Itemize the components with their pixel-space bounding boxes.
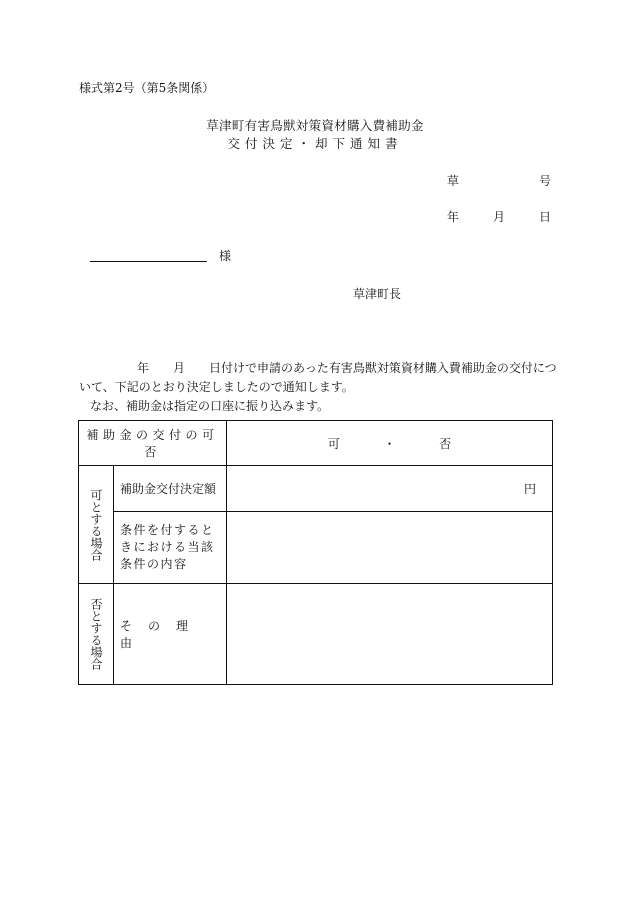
addressee-blank-line[interactable] [90, 261, 207, 262]
conditions-label-cell [114, 512, 227, 584]
date-month-label: 月 [493, 210, 506, 224]
approval-header-label: 補助金の交付の可否 [86, 428, 219, 459]
approve-group-label: 可とする場合 [89, 488, 103, 561]
body-line-1 [79, 362, 557, 374]
approve-option[interactable]: 可 [327, 436, 340, 451]
body-line-2: いて、下記のとおり決定しましたので通知します。 [79, 380, 354, 394]
body-line-3: なお、補助金は指定の口座に振り込みます。 [90, 399, 330, 413]
date-year-label: 年 [447, 210, 460, 224]
reference-prefix: 草 [447, 174, 460, 188]
amount-label: 補助金交付決定額 [120, 482, 217, 496]
approve-group-cell [79, 466, 114, 584]
reason-label: その理由 [120, 619, 205, 650]
approval-header-cell [79, 421, 227, 466]
deny-group-label: 否とする場合 [89, 598, 103, 670]
amount-unit: 円 [524, 482, 537, 496]
reason-field[interactable] [227, 584, 553, 685]
document-subtitle: 交付決定・却下通知書 [227, 136, 403, 151]
addressee-honorific: 様 [219, 249, 232, 263]
date-day-label: 日 [539, 210, 552, 224]
body-line-1-text: 日付けで申請のあった有害鳥獣対策資材購入費補助金の交付につ [209, 361, 557, 375]
body-month-label: 月 [173, 361, 186, 375]
amount-field[interactable] [227, 466, 553, 512]
approval-choice-cell[interactable] [227, 421, 553, 466]
conditions-field[interactable] [227, 512, 553, 584]
document-title: 草津町有害鳥獣対策資材購入費補助金 [206, 118, 424, 133]
form-number: 様式第2号（第5条関係） [79, 81, 215, 95]
issuer-name: 草津町長 [353, 287, 402, 301]
deny-option[interactable]: 否 [439, 436, 452, 451]
body-year-label: 年 [137, 361, 150, 375]
reason-label-cell [114, 584, 227, 685]
conditions-label: 条件を付するときにおける当該条件の内容 [120, 523, 215, 571]
reference-suffix: 号 [539, 174, 552, 188]
amount-label-cell [114, 466, 227, 512]
decision-table [78, 420, 553, 685]
deny-group-cell [79, 584, 114, 685]
choice-separator: ・ [383, 436, 396, 451]
